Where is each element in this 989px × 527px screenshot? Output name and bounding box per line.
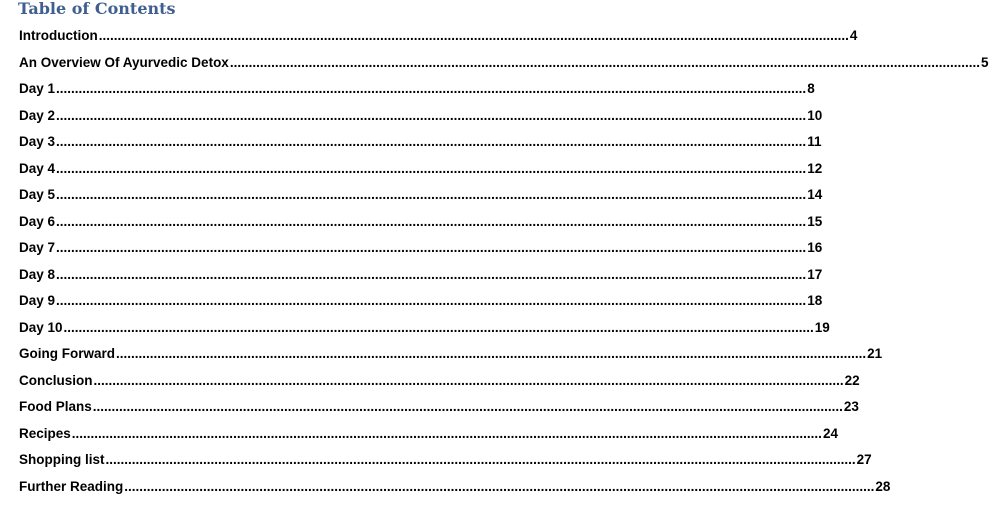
dot-leader: ........................................................................................................................................................................................................	[116, 346, 867, 361]
dot-leader: ........................................................................................................................................................................................................	[56, 160, 807, 176]
toc-entry-page-number: 11	[807, 134, 822, 149]
toc-entry-label: An Overview Of Ayurvedic Detox	[19, 54, 229, 70]
toc-entry-label: Further Reading	[19, 478, 124, 494]
toc-entry-page-number: 4	[849, 28, 858, 43]
toc-entry-label: Introduction	[19, 28, 98, 43]
dot-leader: ........................................................................................................................................................................................................	[56, 187, 807, 202]
toc-entry-label: Recipes	[19, 425, 71, 441]
toc-entry-label: Day 8	[19, 266, 56, 282]
toc-heading: Table of Contents	[18, 0, 176, 18]
toc-entry-label: Day 9	[19, 293, 56, 308]
toc-entry[interactable]	[19, 76, 815, 103]
toc-entry-label: Day 10	[19, 319, 63, 335]
toc-entry-page-number: 23	[843, 399, 859, 414]
toc-entry[interactable]	[19, 368, 860, 395]
dot-leader: ........................................................................................................................................................................................................	[105, 452, 856, 467]
dot-leader: ........................................................................................................................................................................................................	[124, 478, 875, 494]
dot-leader: ........................................................................................................................................................................................................	[71, 425, 822, 441]
toc-entry[interactable]	[19, 156, 823, 183]
toc-entry-page-number: 19	[814, 319, 830, 335]
toc-entry[interactable]	[19, 262, 823, 289]
toc-entry-page-number: 8	[807, 81, 815, 96]
toc-entry-label: Day 5	[19, 187, 56, 202]
toc-entry-label: Day 1	[19, 81, 56, 96]
toc-entry-label: Food Plans	[19, 399, 92, 414]
toc-entry-page-number: 15	[807, 213, 823, 229]
toc-entry-page-number: 16	[807, 240, 823, 255]
toc-entry[interactable]	[19, 209, 823, 236]
dot-leader: ........................................................................................................................................................................................................	[56, 213, 807, 229]
toc-entry-page-number: 14	[807, 187, 823, 202]
toc-entry-page-number: 24	[822, 425, 838, 441]
dot-leader: ........................................................................................................................................................................................................	[56, 293, 807, 308]
toc-entry-page-number: 12	[807, 160, 823, 176]
dot-leader: ........................................................................................................................................................................................................	[98, 28, 849, 43]
toc-entry[interactable]	[19, 23, 858, 50]
toc-entry-label: Day 3	[19, 134, 56, 149]
toc-entry[interactable]	[19, 182, 823, 209]
dot-leader: ........................................................................................................................................................................................................	[56, 266, 807, 282]
dot-leader: ........................................................................................................................................................................................................	[56, 134, 807, 149]
toc-entry-page-number: 5	[980, 54, 989, 70]
toc-entry-page-number: 18	[807, 293, 823, 308]
dot-leader: ........................................................................................................................................................................................................	[56, 107, 807, 123]
toc-entry-label: Day 2	[19, 107, 56, 123]
toc-entry[interactable]	[19, 447, 872, 474]
toc-entry-page-number: 27	[856, 452, 872, 467]
toc-entry[interactable]	[19, 341, 883, 368]
dot-leader: ........................................................................................................................................................................................................	[92, 399, 843, 414]
toc-entry[interactable]	[19, 235, 823, 262]
toc-entry-page-number: 10	[807, 107, 823, 123]
dot-leader: ........................................................................................................................................................................................................	[93, 372, 844, 388]
toc-entry-label: Day 4	[19, 160, 56, 176]
toc-entry-label: Going Forward	[19, 346, 115, 361]
dot-leader: ........................................................................................................................................................................................................	[229, 54, 980, 70]
toc-entry[interactable]	[19, 474, 891, 501]
toc-entry[interactable]	[19, 421, 838, 448]
dot-leader: ........................................................................................................................................................................................................	[56, 240, 807, 255]
toc-list	[19, 23, 989, 500]
toc-entry[interactable]	[19, 315, 830, 342]
toc-entry-label: Conclusion	[19, 372, 93, 388]
toc-entry-page-number: 22	[844, 372, 860, 388]
toc-entry-page-number: 28	[875, 478, 891, 494]
toc-entry-label: Shopping list	[19, 452, 105, 467]
toc-entry[interactable]	[19, 103, 823, 130]
toc-entry[interactable]	[19, 394, 859, 421]
toc-entry[interactable]	[19, 129, 822, 156]
dot-leader: ........................................................................................................................................................................................................	[56, 81, 807, 96]
toc-entry-page-number: 21	[867, 346, 883, 361]
dot-leader: ........................................................................................................................................................................................................	[63, 319, 814, 335]
toc-entry[interactable]	[19, 288, 823, 315]
toc-entry[interactable]	[19, 50, 989, 77]
toc-entry-label: Day 6	[19, 213, 56, 229]
toc-entry-label: Day 7	[19, 240, 56, 255]
toc-entry-page-number: 17	[807, 266, 823, 282]
